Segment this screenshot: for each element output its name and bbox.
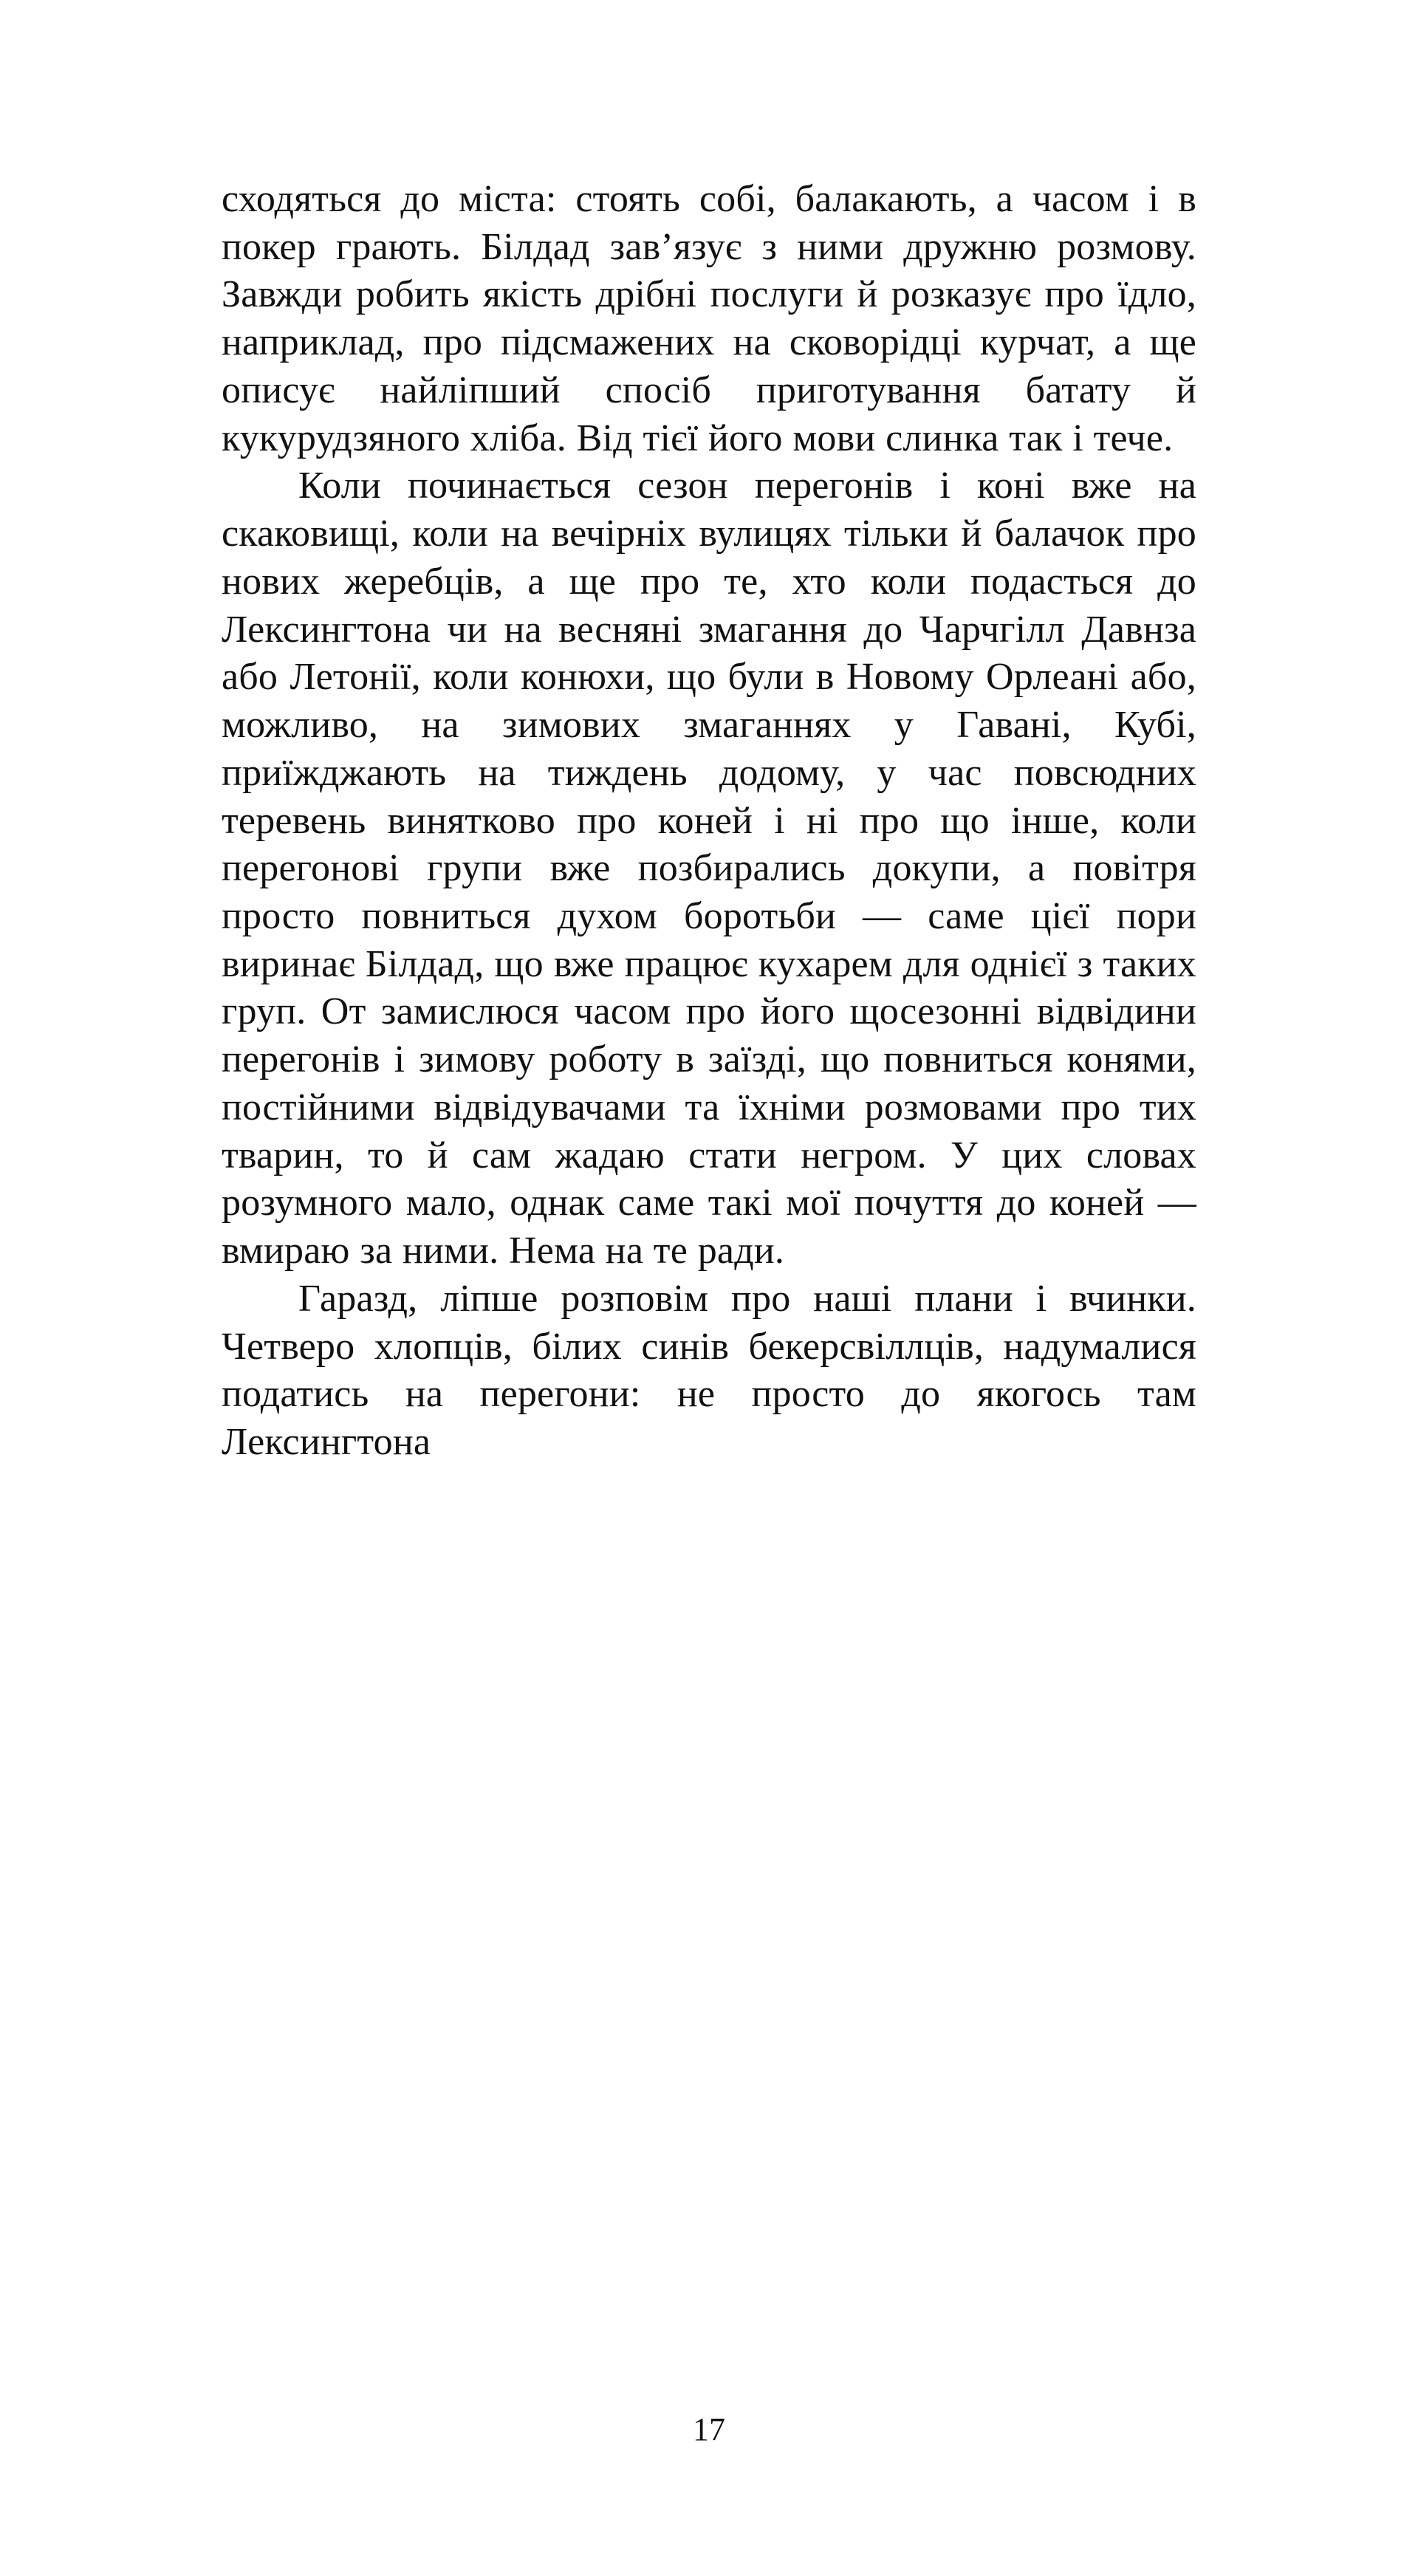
body-text (222, 176, 1196, 1467)
paragraph-2: Коли починається сезон перегонів і коні вже на скаковищі, коли на вечірніх вулицях тільки й балачок про нових жеребців, а ще про те, хто коли подасться до Лексингтона чи на весняні змагання до Чарчгілл Давнза або Летонії, коли конюхи, що були в Новому Орлеані або, можливо, на зимових змаганнях у Гавані, Кубі, приїжджають на тиждень додому, у час повсюдних теревень винятково про коней і ні про що інше, коли перегонові групи вже позбирались докупи, а повітря просто повниться духом боротьби — саме цієї пори виринає Білдад, що вже працює кухарем для однієї з таких груп. От замислюся часом про його щосезонні відвідини перегонів і зимову роботу в заїзді, що повниться конями, постійними відвідувачами та їхніми розмовами про тих тварин, то й сам жадаю стати негром. У цих словах розумного мало, однак саме такі мої почуття до коней — вмираю за ними. Нема на те ради. (222, 465, 1196, 1272)
paragraph-1: сходяться до міста: стоять собі, балакають, а часом і в покер грають. Білдад зав’язує з ними дружню розмову. Завжди робить якість дрібні послуги й розказує про їдло, наприклад, про підсмажених на сковорідці курчат, а ще описує найліпший спосіб приготування батату й кукурудзяного хліба. Від тієї його мови слинка так і тече. (222, 178, 1196, 459)
paragraph-3: Гаразд, ліпше розповім про наші плани і вчинки. Четверо хлопців, білих синів бекерсвіллців, надумалися податись на перегони: не просто до якогось там Лексингтона (222, 1277, 1196, 1464)
page-number: 17 (693, 2411, 725, 2447)
